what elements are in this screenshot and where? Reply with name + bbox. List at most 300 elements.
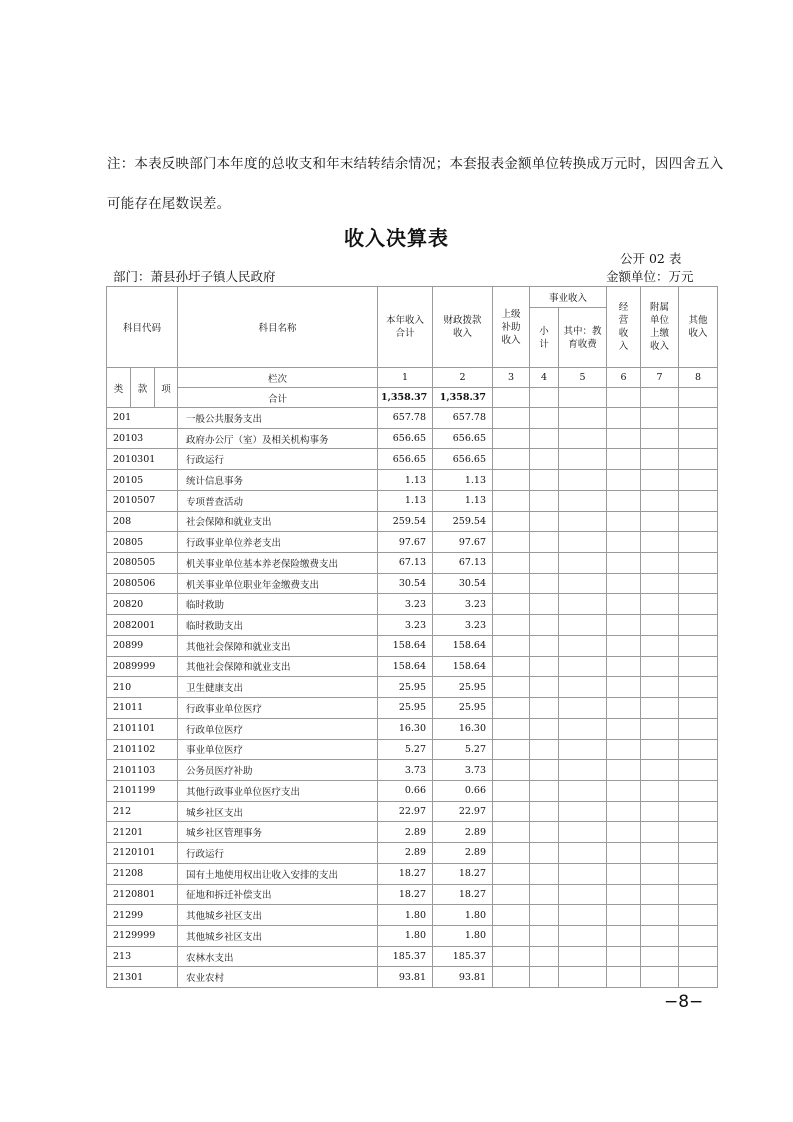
empty-cell xyxy=(559,925,607,946)
empty-cell xyxy=(641,490,679,511)
empty-cell xyxy=(493,490,530,511)
empty-cell xyxy=(559,532,607,553)
empty-cell xyxy=(679,946,718,967)
empty-cell xyxy=(679,553,718,574)
empty-cell xyxy=(493,718,530,739)
row-total: 22.97 xyxy=(378,801,433,822)
row-total: 657.78 xyxy=(378,408,433,429)
row-fiscal: 3.23 xyxy=(433,615,493,636)
row-fiscal: 656.65 xyxy=(433,449,493,470)
empty-cell xyxy=(641,594,679,615)
row-code: 2010507 xyxy=(107,490,178,511)
empty-cell xyxy=(559,780,607,801)
empty-cell xyxy=(530,532,559,553)
total-row-fiscal: 1,358.37 xyxy=(433,388,493,408)
row-total: 16.30 xyxy=(378,718,433,739)
empty-cell xyxy=(530,656,559,677)
row-fiscal: 185.37 xyxy=(433,946,493,967)
row-fiscal: 30.54 xyxy=(433,573,493,594)
row-name: 临时救助支出 xyxy=(178,615,378,636)
row-total: 2.89 xyxy=(378,843,433,864)
row-total: 1.13 xyxy=(378,470,433,491)
empty-cell xyxy=(679,698,718,719)
row-fiscal: 158.64 xyxy=(433,656,493,677)
empty-cell xyxy=(679,801,718,822)
empty-cell xyxy=(641,511,679,532)
row-code: 21299 xyxy=(107,905,178,926)
col-num: 2 xyxy=(433,368,493,388)
header-name: 科目名称 xyxy=(178,287,378,368)
empty-cell xyxy=(607,780,641,801)
empty-cell xyxy=(679,718,718,739)
empty-cell xyxy=(493,449,530,470)
empty-cell xyxy=(493,532,530,553)
empty-cell xyxy=(559,718,607,739)
empty-cell xyxy=(493,428,530,449)
row-name: 政府办公厅（室）及相关机构事务 xyxy=(178,428,378,449)
header-fiscal: 财政拨款 收入 xyxy=(433,287,493,368)
empty-cell xyxy=(607,615,641,636)
row-name: 机关事业单位职业年金缴费支出 xyxy=(178,573,378,594)
empty-cell xyxy=(493,511,530,532)
table-row xyxy=(107,573,718,594)
row-name: 社会保障和就业支出 xyxy=(178,511,378,532)
total-row-label: 合计 xyxy=(178,388,378,408)
empty-cell xyxy=(641,967,679,988)
empty-cell xyxy=(559,822,607,843)
row-fiscal: 22.97 xyxy=(433,801,493,822)
empty-cell xyxy=(641,863,679,884)
page-title: 收入决算表 xyxy=(344,226,449,250)
table-row xyxy=(107,905,718,926)
empty-cell xyxy=(493,408,530,429)
empty-cell xyxy=(679,635,718,656)
empty-cell xyxy=(641,553,679,574)
table-row xyxy=(107,967,718,988)
empty-cell xyxy=(641,698,679,719)
empty-cell xyxy=(530,739,559,760)
empty-cell xyxy=(559,573,607,594)
col-num: 3 xyxy=(493,368,530,388)
table-row xyxy=(107,594,718,615)
row-fiscal: 656.65 xyxy=(433,428,493,449)
row-code: 2101101 xyxy=(107,718,178,739)
empty-cell xyxy=(559,801,607,822)
table-row xyxy=(107,698,718,719)
row-code: 20105 xyxy=(107,470,178,491)
table-row xyxy=(107,532,718,553)
empty-cell xyxy=(493,635,530,656)
row-total: 656.65 xyxy=(378,449,433,470)
empty-cell xyxy=(641,635,679,656)
empty-cell xyxy=(530,946,559,967)
empty-cell xyxy=(641,449,679,470)
empty-cell xyxy=(607,884,641,905)
row-code: 213 xyxy=(107,946,178,967)
empty-cell xyxy=(530,470,559,491)
row-code: 21011 xyxy=(107,698,178,719)
row-total: 5.27 xyxy=(378,739,433,760)
empty-cell xyxy=(530,449,559,470)
header-affiliated: 附属 单位 上缴 收入 xyxy=(641,287,679,368)
empty-cell xyxy=(530,594,559,615)
table-row xyxy=(107,470,718,491)
empty-cell xyxy=(493,739,530,760)
empty-cell xyxy=(607,822,641,843)
row-total: 3.23 xyxy=(378,615,433,636)
empty-cell xyxy=(559,594,607,615)
empty-cell xyxy=(641,905,679,926)
empty-cell xyxy=(607,967,641,988)
empty-cell xyxy=(559,490,607,511)
row-name: 卫生健康支出 xyxy=(178,677,378,698)
empty-cell xyxy=(679,656,718,677)
empty-cell xyxy=(493,843,530,864)
table-row xyxy=(107,656,718,677)
header-operating: 经 营 收 入 xyxy=(607,287,641,368)
empty-cell xyxy=(641,925,679,946)
empty-cell xyxy=(607,677,641,698)
empty-cell xyxy=(530,698,559,719)
row-fiscal: 2.89 xyxy=(433,822,493,843)
row-fiscal: 67.13 xyxy=(433,553,493,574)
empty-cell xyxy=(493,801,530,822)
empty-cell xyxy=(679,780,718,801)
empty-cell xyxy=(559,863,607,884)
empty-cell xyxy=(607,656,641,677)
empty-cell xyxy=(559,946,607,967)
row-total: 1.13 xyxy=(378,490,433,511)
empty-cell xyxy=(493,905,530,926)
total-row-total: 1,358.37 xyxy=(378,388,433,408)
table-row xyxy=(107,449,718,470)
empty-cell xyxy=(530,760,559,781)
header-xiang: 项 xyxy=(155,368,178,408)
empty-cell xyxy=(607,863,641,884)
row-code: 2101102 xyxy=(107,739,178,760)
empty-cell xyxy=(679,408,718,429)
table-row xyxy=(107,408,718,429)
row-total: 1.80 xyxy=(378,905,433,926)
empty-cell xyxy=(607,739,641,760)
table-row xyxy=(107,946,718,967)
row-fiscal: 93.81 xyxy=(433,967,493,988)
empty-cell xyxy=(679,843,718,864)
header-business-group: 事业收入 xyxy=(530,287,607,308)
empty-cell xyxy=(641,532,679,553)
department-label: 部门：萧县孙圩子镇人民政府 xyxy=(113,269,276,284)
header-lei: 类 xyxy=(107,368,131,408)
empty-cell xyxy=(607,408,641,429)
row-total: 3.73 xyxy=(378,760,433,781)
row-name: 事业单位医疗 xyxy=(178,739,378,760)
income-table xyxy=(106,286,718,988)
row-fiscal: 1.13 xyxy=(433,490,493,511)
empty-cell xyxy=(679,490,718,511)
empty-cell xyxy=(530,884,559,905)
empty-cell xyxy=(607,449,641,470)
table-row xyxy=(107,490,718,511)
col-num: 8 xyxy=(679,368,718,388)
empty-cell xyxy=(530,635,559,656)
row-name: 其他城乡社区支出 xyxy=(178,905,378,926)
empty-cell xyxy=(679,511,718,532)
empty-cell xyxy=(641,470,679,491)
empty-cell xyxy=(493,698,530,719)
empty-cell xyxy=(679,573,718,594)
empty-cell xyxy=(641,656,679,677)
row-fiscal: 1.13 xyxy=(433,470,493,491)
row-name: 专项普查活动 xyxy=(178,490,378,511)
empty-cell xyxy=(530,408,559,429)
row-code: 208 xyxy=(107,511,178,532)
row-code: 20103 xyxy=(107,428,178,449)
table-row xyxy=(107,553,718,574)
header-subtotal: 小 计 xyxy=(530,308,559,368)
row-name: 行政事业单位医疗 xyxy=(178,698,378,719)
row-code: 20820 xyxy=(107,594,178,615)
empty-cell xyxy=(641,946,679,967)
empty-cell xyxy=(559,470,607,491)
empty-cell xyxy=(641,843,679,864)
row-fiscal: 3.73 xyxy=(433,760,493,781)
row-code: 2129999 xyxy=(107,925,178,946)
empty-cell xyxy=(559,677,607,698)
empty-cell xyxy=(679,428,718,449)
empty-cell xyxy=(530,428,559,449)
row-name: 其他社会保障和就业支出 xyxy=(178,635,378,656)
empty-cell xyxy=(607,718,641,739)
row-code: 21208 xyxy=(107,863,178,884)
empty-cell xyxy=(493,925,530,946)
header-kuan: 款 xyxy=(131,368,155,408)
empty-cell xyxy=(493,760,530,781)
empty-cell xyxy=(679,677,718,698)
table-row xyxy=(107,863,718,884)
row-code: 20805 xyxy=(107,532,178,553)
col-num: 7 xyxy=(641,368,679,388)
empty-cell xyxy=(559,428,607,449)
empty-cell xyxy=(493,677,530,698)
empty-cell xyxy=(679,470,718,491)
row-code: 2080505 xyxy=(107,553,178,574)
row-total: 1.80 xyxy=(378,925,433,946)
header-superior: 上级 补助 收入 xyxy=(493,287,530,368)
table-row xyxy=(107,925,718,946)
empty-cell xyxy=(607,511,641,532)
empty-cell xyxy=(607,635,641,656)
empty-cell xyxy=(607,801,641,822)
row-fiscal: 1.80 xyxy=(433,925,493,946)
empty-cell xyxy=(607,843,641,864)
empty-cell xyxy=(559,408,607,429)
row-name: 公务员医疗补助 xyxy=(178,760,378,781)
row-name: 统计信息事务 xyxy=(178,470,378,491)
empty-cell xyxy=(493,863,530,884)
empty-cell xyxy=(607,470,641,491)
empty-cell xyxy=(641,718,679,739)
empty-cell xyxy=(607,594,641,615)
empty-cell xyxy=(493,967,530,988)
empty-cell xyxy=(679,925,718,946)
table-row xyxy=(107,428,718,449)
row-fiscal: 1.80 xyxy=(433,905,493,926)
empty-cell xyxy=(493,615,530,636)
empty-cell xyxy=(530,780,559,801)
empty-cell xyxy=(559,553,607,574)
row-total: 185.37 xyxy=(378,946,433,967)
empty-cell xyxy=(530,490,559,511)
row-name: 行政事业单位养老支出 xyxy=(178,532,378,553)
table-row xyxy=(107,822,718,843)
form-code: 公开 02 表 xyxy=(620,251,682,266)
empty-cell xyxy=(641,884,679,905)
empty-cell xyxy=(559,905,607,926)
empty-cell xyxy=(679,532,718,553)
table-row xyxy=(107,760,718,781)
empty-cell xyxy=(641,573,679,594)
row-fiscal: 2.89 xyxy=(433,843,493,864)
row-name: 城乡社区支出 xyxy=(178,801,378,822)
row-fiscal: 657.78 xyxy=(433,408,493,429)
empty-cell xyxy=(607,760,641,781)
row-name: 国有土地使用权出让收入安排的支出 xyxy=(178,863,378,884)
row-fiscal: 97.67 xyxy=(433,532,493,553)
row-total: 0.66 xyxy=(378,780,433,801)
row-code: 2120101 xyxy=(107,843,178,864)
empty-cell xyxy=(493,594,530,615)
empty-cell xyxy=(530,511,559,532)
empty-cell xyxy=(530,843,559,864)
table-row xyxy=(107,718,718,739)
row-total: 97.67 xyxy=(378,532,433,553)
empty-cell xyxy=(607,946,641,967)
empty-cell xyxy=(493,573,530,594)
row-code: 210 xyxy=(107,677,178,698)
empty-cell xyxy=(641,739,679,760)
row-name: 行政运行 xyxy=(178,843,378,864)
empty-cell xyxy=(641,801,679,822)
row-name: 其他城乡社区支出 xyxy=(178,925,378,946)
table-row xyxy=(107,884,718,905)
header-other: 其他 收入 xyxy=(679,287,718,368)
row-code: 2080506 xyxy=(107,573,178,594)
empty-cell xyxy=(559,884,607,905)
row-name: 机关事业单位基本养老保险缴费支出 xyxy=(178,553,378,574)
header-total-income: 本年收入 合计 xyxy=(378,287,433,368)
col-num: 5 xyxy=(559,368,607,388)
row-fiscal: 18.27 xyxy=(433,884,493,905)
empty-cell xyxy=(607,573,641,594)
empty-cell xyxy=(679,884,718,905)
col-num: 6 xyxy=(607,368,641,388)
empty-cell xyxy=(493,946,530,967)
row-total: 25.95 xyxy=(378,698,433,719)
empty-cell xyxy=(559,967,607,988)
empty-cell xyxy=(530,925,559,946)
empty-cell xyxy=(641,677,679,698)
row-total: 158.64 xyxy=(378,656,433,677)
row-name: 行政单位医疗 xyxy=(178,718,378,739)
empty-cell xyxy=(641,615,679,636)
empty-cell xyxy=(530,718,559,739)
row-code: 2120801 xyxy=(107,884,178,905)
row-name: 其他行政事业单位医疗支出 xyxy=(178,780,378,801)
row-code: 21301 xyxy=(107,967,178,988)
empty-cell xyxy=(530,863,559,884)
row-name: 农林水支出 xyxy=(178,946,378,967)
empty-cell xyxy=(493,780,530,801)
empty-cell xyxy=(641,822,679,843)
row-total: 67.13 xyxy=(378,553,433,574)
row-fiscal: 16.30 xyxy=(433,718,493,739)
row-name: 农业农村 xyxy=(178,967,378,988)
row-total: 158.64 xyxy=(378,635,433,656)
empty-cell xyxy=(679,449,718,470)
row-code: 21201 xyxy=(107,822,178,843)
table-row xyxy=(107,780,718,801)
unit-label: 金额单位：万元 xyxy=(606,269,694,284)
empty-cell xyxy=(493,470,530,491)
row-fiscal: 25.95 xyxy=(433,677,493,698)
header-column-no: 栏次 xyxy=(178,368,378,388)
row-code: 2101199 xyxy=(107,780,178,801)
empty-cell xyxy=(607,490,641,511)
empty-cell xyxy=(493,884,530,905)
empty-cell xyxy=(679,615,718,636)
empty-cell xyxy=(559,635,607,656)
col-num: 4 xyxy=(530,368,559,388)
row-total: 2.89 xyxy=(378,822,433,843)
row-code: 212 xyxy=(107,801,178,822)
row-total: 30.54 xyxy=(378,573,433,594)
row-fiscal: 5.27 xyxy=(433,739,493,760)
col-num: 1 xyxy=(378,368,433,388)
row-fiscal: 259.54 xyxy=(433,511,493,532)
row-total: 18.27 xyxy=(378,863,433,884)
empty-cell xyxy=(559,511,607,532)
header-edu-fee: 其中：教 育收费 xyxy=(559,308,607,368)
row-name: 城乡社区管理事务 xyxy=(178,822,378,843)
row-name: 其他社会保障和就业支出 xyxy=(178,656,378,677)
empty-cell xyxy=(641,780,679,801)
row-name: 征地和拆迁补偿支出 xyxy=(178,884,378,905)
row-fiscal: 18.27 xyxy=(433,863,493,884)
empty-cell xyxy=(530,801,559,822)
empty-cell xyxy=(607,553,641,574)
empty-cell xyxy=(493,553,530,574)
empty-cell xyxy=(559,739,607,760)
empty-cell xyxy=(530,615,559,636)
table-row xyxy=(107,635,718,656)
empty-cell xyxy=(530,553,559,574)
empty-cell xyxy=(607,905,641,926)
row-code: 20899 xyxy=(107,635,178,656)
row-code: 2082001 xyxy=(107,615,178,636)
empty-cell xyxy=(679,594,718,615)
row-total: 259.54 xyxy=(378,511,433,532)
empty-cell xyxy=(641,760,679,781)
empty-cell xyxy=(679,905,718,926)
empty-cell xyxy=(607,428,641,449)
empty-cell xyxy=(679,822,718,843)
empty-cell xyxy=(679,863,718,884)
table-row xyxy=(107,677,718,698)
empty-cell xyxy=(559,698,607,719)
empty-cell xyxy=(559,843,607,864)
row-fiscal: 25.95 xyxy=(433,698,493,719)
row-fiscal: 158.64 xyxy=(433,635,493,656)
